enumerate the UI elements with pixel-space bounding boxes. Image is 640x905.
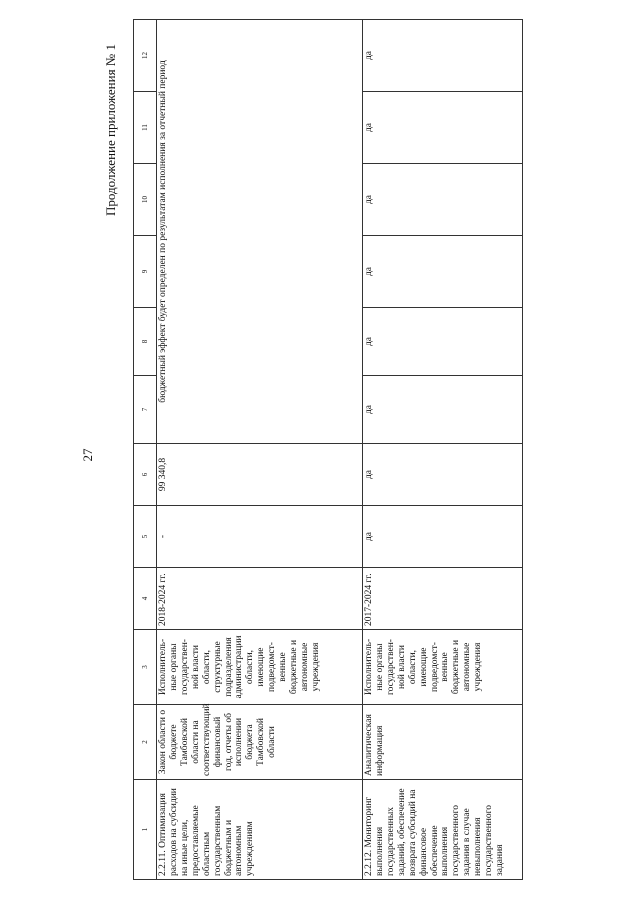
value-cell: да: [363, 20, 523, 92]
column-number: 1: [134, 780, 157, 880]
value-cell: да: [363, 164, 523, 236]
column-number: 3: [134, 630, 157, 705]
column-number: 10: [134, 164, 157, 236]
page-number: 27: [80, 448, 95, 462]
document-cell: Закон области о бюджете Тамбовской области на соответствующий финансовый год, отчеты об исполнении бюджета Тамбовской области: [157, 705, 363, 780]
measures-table-container: [133, 20, 525, 880]
document-cell: Аналитическая информация: [363, 705, 523, 780]
column-number: 2: [134, 705, 157, 780]
appendix-continuation-label: Продолжение приложения № 1: [103, 44, 118, 216]
measure-cell: 2.2.11. Оптимизация расходов на субсидии на иные цели, предоставляемые областным государственным бюджетным и автономным учреждениям: [157, 780, 363, 880]
period-cell: 2018-2024 гг.: [157, 568, 363, 630]
column-number: 5: [134, 506, 157, 568]
column-number-row: [134, 20, 157, 880]
budget-effect-note: бюджетный эффект будет определен по результатам исполнения за отчетный период: [157, 20, 363, 444]
column-number: 11: [134, 92, 157, 164]
value-cell: да: [363, 376, 523, 444]
column-number: 9: [134, 236, 157, 308]
measure-cell: 2.2.12. Мониторинг выполнения государственных заданий, обеспечение возврата субсидий на финансовое обеспечение выполнения государственного задания в случае невыполнения государственного задания: [363, 780, 523, 880]
value-cell: да: [363, 506, 523, 568]
table-row: [157, 20, 363, 880]
column-number: 6: [134, 444, 157, 506]
measures-table: [133, 19, 523, 880]
value-cell: -: [157, 506, 363, 568]
column-number: 12: [134, 20, 157, 92]
column-number: 7: [134, 376, 157, 444]
value-cell: да: [363, 308, 523, 376]
column-number: 4: [134, 568, 157, 630]
executors-cell: Исполнитель-ные органы государствен-ной власти области, структурные подразделения администрации области, имеющие подведомст-венные бюджетные и автономные учреждения: [157, 630, 363, 705]
value-cell: да: [363, 236, 523, 308]
value-cell: 99 340,8: [157, 444, 363, 506]
value-cell: да: [363, 444, 523, 506]
period-cell: 2017-2024 гг.: [363, 568, 523, 630]
table-row: [363, 20, 523, 880]
column-number: 8: [134, 308, 157, 376]
value-cell: да: [363, 92, 523, 164]
executors-cell: Исполнитель-ные органы государствен-ной власти области, имеющие подведомст-венные бюджетные и автономные учреждения: [363, 630, 523, 705]
